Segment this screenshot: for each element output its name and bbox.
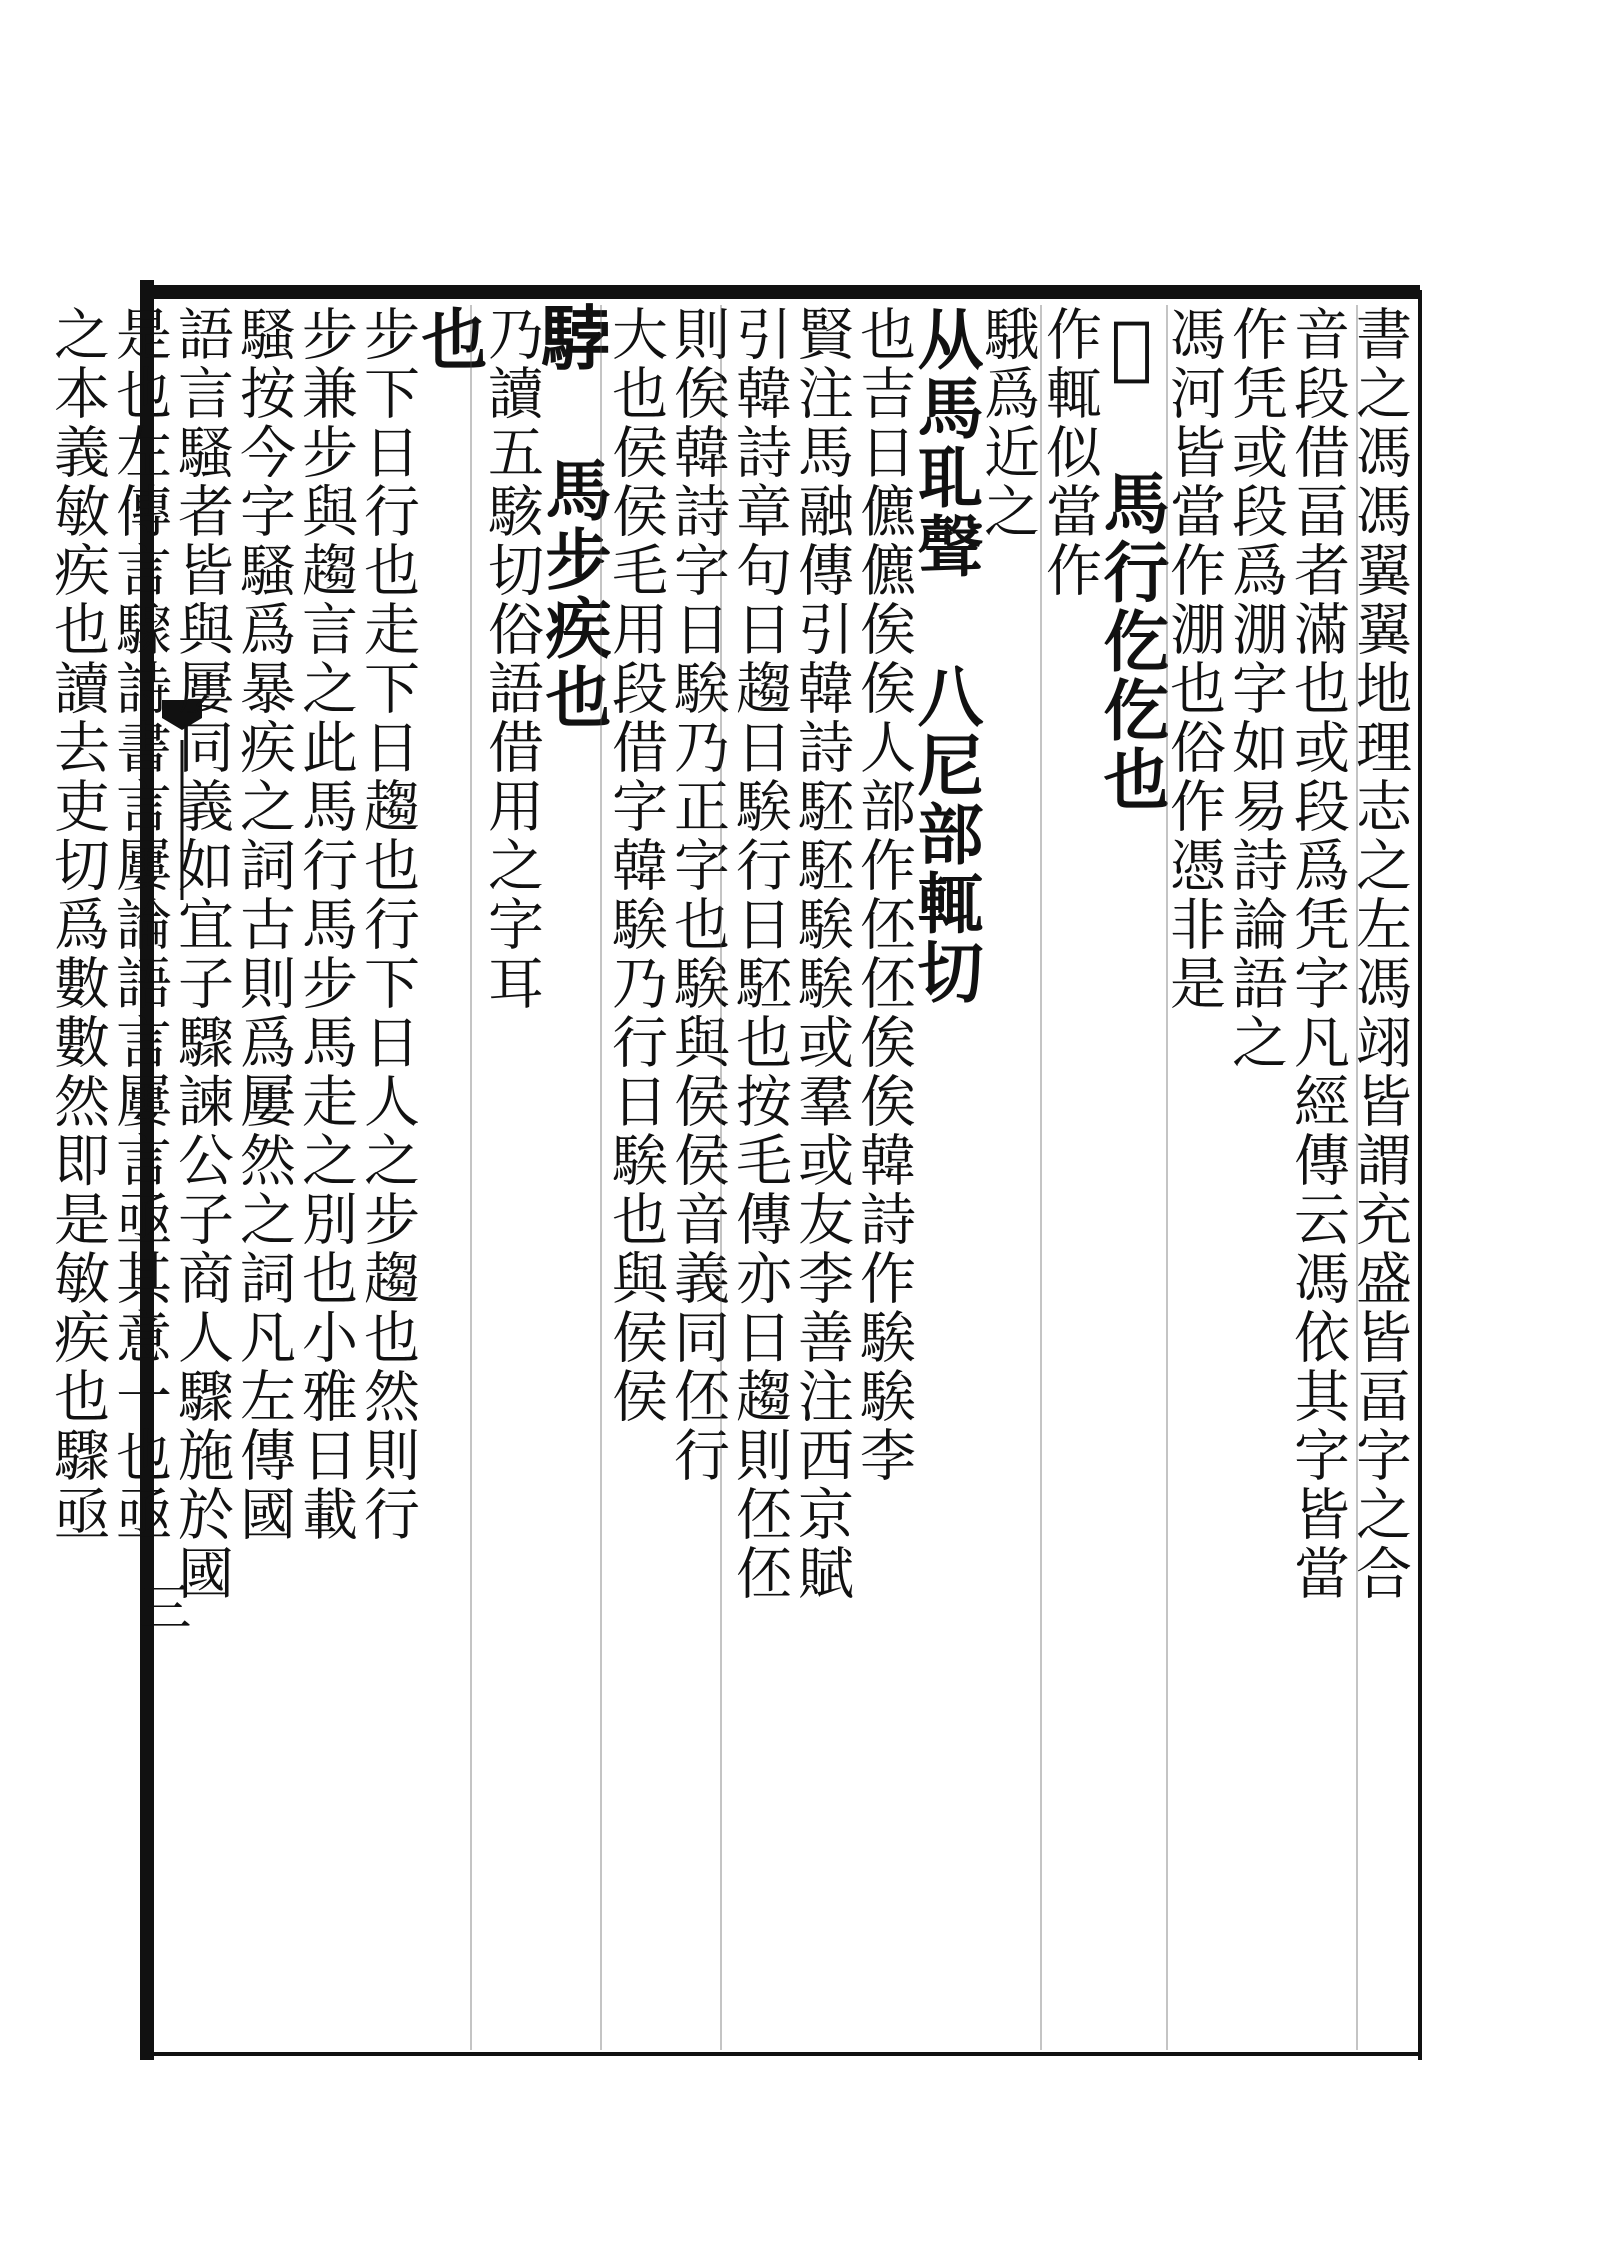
text-column-13: 也 bbox=[410, 305, 488, 374]
column-rule bbox=[1166, 305, 1168, 2050]
text-column-14: 步下日行也走下日趨也行下日人之步趨也然則行 bbox=[355, 305, 420, 1544]
frame-right-border bbox=[1418, 290, 1422, 2060]
text-column-4: 馮河皆當作淜也俗作憑非是 bbox=[1161, 305, 1226, 1013]
text-column-1: 書之馮馮翼翼地理志之左馮翊皆謂充盛皆畐字之合 bbox=[1347, 305, 1412, 1603]
text-column-19: 之本義敏疾也讀去吏切爲數數然即是敏疾也驟亟 bbox=[45, 305, 110, 1544]
text-column-10: 則俟韓詩字日騃乃正字也騃與侯侯音義同伾行 bbox=[665, 305, 730, 1485]
entry-tail-text: 八尼部輒切 bbox=[906, 662, 984, 1007]
text-columns bbox=[45, 305, 1412, 2050]
text-column-15: 步兼步與趨言之此馬行馬步馬走之別也小雅日載 bbox=[293, 305, 358, 1544]
text-column-8: 賢注馬融傳引韓詩駓駓騃騃或羣或友李善注西京賦 bbox=[789, 305, 854, 1603]
text-column-12: 乃讀五駭切俗語借用之字耳 bbox=[479, 305, 544, 1013]
entry-head-text: 馬步疾也 bbox=[534, 456, 612, 732]
text-column-18: 是也左傳言驟詩書言屢論語言屢言亟其意一也亟 bbox=[107, 305, 172, 1544]
entry-heading-column bbox=[1090, 305, 1173, 2050]
column-rule bbox=[1040, 305, 1042, 2050]
column-rule bbox=[600, 305, 602, 2050]
entry-head-text: 从馬耴聲 bbox=[906, 305, 984, 581]
entry-seal-character: 𩣡 bbox=[532, 305, 615, 375]
page-number: 三 bbox=[130, 1580, 190, 1632]
text-column-9: 引韓詩章句日趨日騃行日駓也按毛傳亦日趨則伾伾 bbox=[727, 305, 792, 1603]
frame-bottom-border bbox=[140, 2052, 1422, 2056]
text-column-16: 騷按今字騷爲暴疾之詞古則爲屢然之詞凡左傳國 bbox=[231, 305, 296, 1544]
text-column-3: 作凭或段爲淜字如易詩論語之 bbox=[1223, 305, 1288, 1072]
entry-seal-character: 𩡶 bbox=[1090, 305, 1173, 388]
column-rule bbox=[1356, 305, 1358, 2050]
text-column-6: 騀爲近之 bbox=[975, 305, 1040, 541]
text-column-2: 音段借畐者滿也或段爲凭字凡經傳云馮依其字皆當 bbox=[1285, 305, 1350, 1603]
text-column-11: 大也侯侯毛用段借字韓騃乃行日騃也與侯侯 bbox=[603, 305, 668, 1426]
entry-note-column bbox=[906, 305, 984, 2050]
text-column-17: 語言騷者皆與屢同義如宜子驟諫公子商人驟施於國 bbox=[169, 305, 234, 1603]
text-column-7: 也吉日儦儦俟俟人部作伾伾俟俟韓詩作騃騃李 bbox=[851, 305, 916, 1485]
column-rule bbox=[720, 305, 722, 2050]
text-column-5: 作輒似當作 bbox=[1037, 305, 1102, 600]
entry-head-text: 馬行仡仡也 bbox=[1092, 469, 1170, 814]
entry-heading-column-2 bbox=[532, 305, 615, 2050]
column-rule bbox=[470, 305, 472, 2050]
frame-top-border bbox=[140, 285, 1420, 299]
